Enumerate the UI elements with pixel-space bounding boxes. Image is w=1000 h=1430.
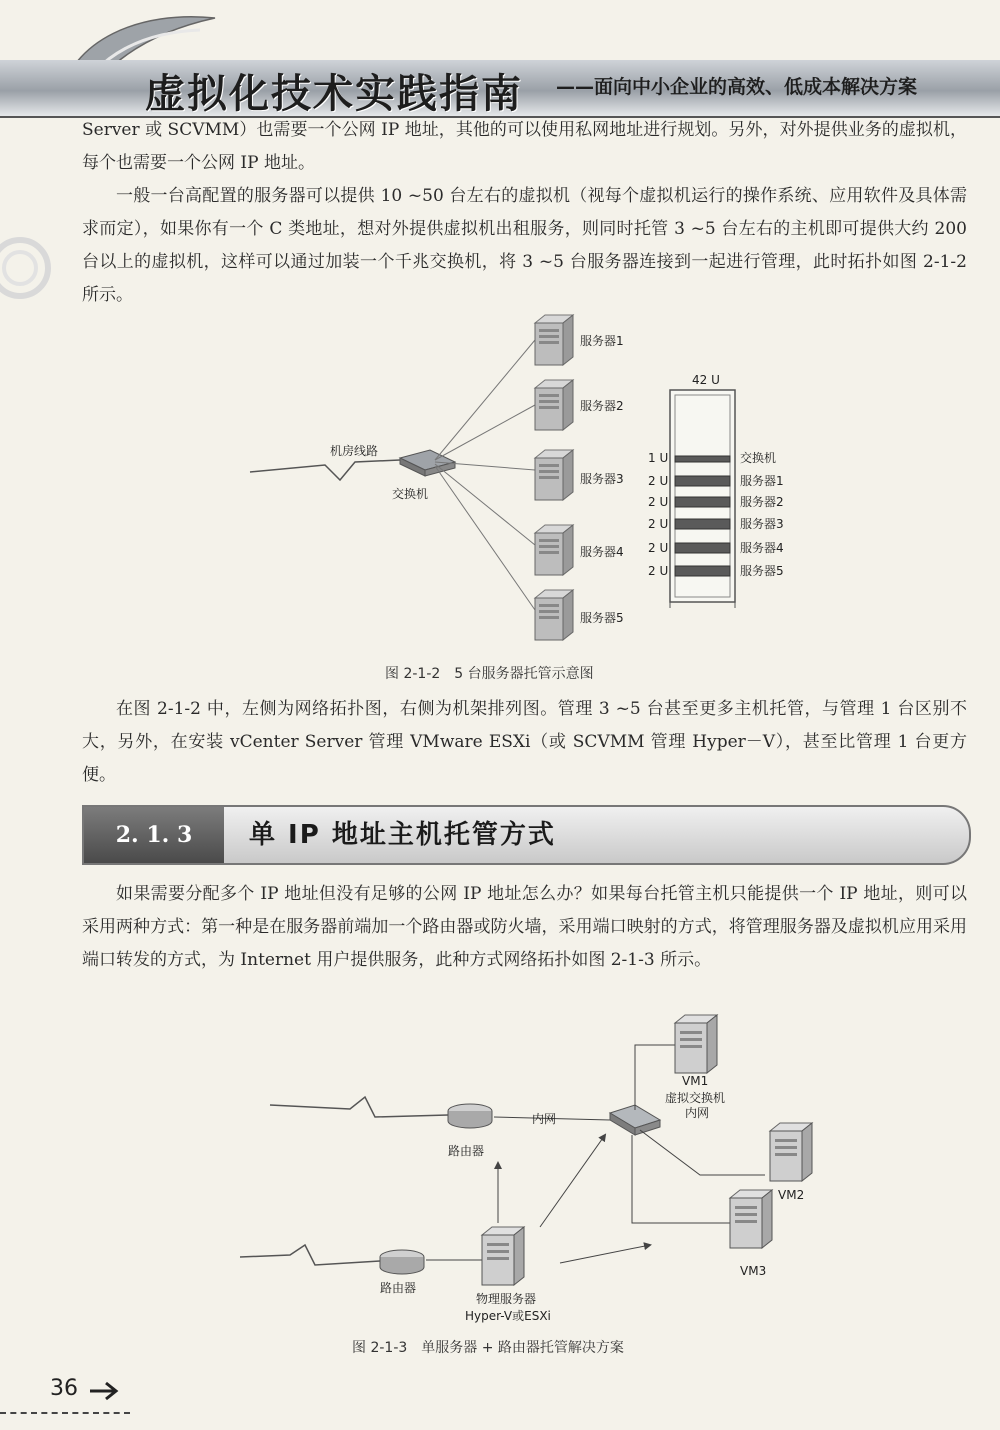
vm3-label: VM3 [740,1264,767,1278]
section-header [82,805,971,865]
server-label: 服务器2 [580,399,624,413]
rack-unit-name: 服务器5 [740,564,784,578]
rack-u-label: 2 U [648,474,669,488]
vm3-icon [730,1190,772,1248]
vswitch-sub-label: 内网 [685,1106,710,1120]
vm1-icon [675,1015,717,1073]
router-top-icon [448,1104,492,1128]
section-title: 单 IP 地址主机托管方式 [249,820,556,850]
rack-unit-name: 服务器4 [740,541,784,555]
vswitch-label: 虚拟交换机 [665,1091,726,1105]
line-connection [250,460,400,480]
line-label: 机房线路 [330,444,379,458]
physical-server-sub-label: Hyper-V或ESXi [465,1309,551,1323]
figure-2-1-2 [230,300,830,660]
server-1-icon [535,315,573,365]
section-number: 2. 1. 3 [84,807,224,863]
paragraph-2: 一般一台高配置的服务器可以提供 10 ~50 台左右的虚拟机（视每个虚拟机运行的操作系统、应用软件及具体需求而定），如果你有一个 C 类地址，想对外提供虚拟机出租服务，则同时托管 3 ~5 台左右的主机即可提供大约 200 台以上的虚拟机，这样可以通过加装一个千兆交换机，将 3 ~5 台服务器连接到一起进行管理，此时拓扑如图 2-1-2 所示。 [82,186,967,305]
page-number: 36 [50,1376,78,1401]
rack-unit [675,519,730,529]
arrow-right-icon [88,1380,122,1402]
router-bottom-icon [380,1250,424,1274]
vm1-label: VM1 [682,1074,709,1088]
lan-label: 内网 [532,1112,557,1126]
footer-divider [0,1412,130,1414]
rack-unit [675,497,730,507]
server-2-icon [535,380,573,430]
decorative-ring-icon [0,228,80,308]
physical-server-label: 物理服务器 [476,1292,537,1306]
rack-unit [675,476,730,486]
figure-caption: 图 2-1-3 单服务器 + 路由器托管解决方案 [352,1340,624,1356]
rack-label: 42 U [692,373,720,387]
server-3-icon [535,450,573,500]
rack-u-label: 2 U [648,541,669,555]
book-title: 虚拟化技术实践指南 [145,71,523,117]
server-4-icon [535,525,573,575]
paragraph-1: Server 或 SCVMM）也需要一个公网 IP 地址，其他的可以使用私网地址进行规划。另外，对外提供业务的虚拟机，每个也需要一个公网 IP 地址。 [82,120,967,173]
rack-unit [675,543,730,553]
line-connection [240,1245,380,1265]
vm2-icon [770,1123,812,1181]
rack-unit-name: 服务器2 [740,495,784,509]
rack-unit-name: 交换机 [740,451,777,465]
server-label: 服务器4 [580,545,624,559]
server-label: 服务器3 [580,472,624,486]
rack-unit-name: 服务器3 [740,517,784,531]
rack-unit [675,566,730,576]
physical-server-icon [482,1227,524,1285]
server-label: 服务器1 [580,334,624,348]
book-subtitle: ——面向中小企业的高效、低成本解决方案 [556,76,918,98]
rack-unit [675,456,730,462]
line-connection [270,1097,448,1117]
router-top-label: 路由器 [448,1144,485,1158]
server-label: 服务器5 [580,611,624,625]
paragraph-3: 在图 2-1-2 中，左侧为网络拓扑图，右侧为机架排列图。管理 3 ~5 台甚至更多主机托管，与管理 1 台区别不大，另外，在安装 vCenter Server 管理 VMware ESXi（或 SCVMM 管理 Hyper－V），甚至比管理 1 台更方便。 [82,699,967,785]
rack-unit-name: 服务器1 [740,474,784,488]
router-bottom-label: 路由器 [380,1281,417,1295]
server-5-icon [535,590,573,640]
figure-caption: 图 2-1-2 5 台服务器托管示意图 [385,666,594,682]
vm2-label: VM2 [778,1188,805,1202]
page-header [0,0,1000,120]
rack-u-label: 2 U [648,517,669,531]
rack-u-label: 2 U [648,564,669,578]
rack-u-label: 2 U [648,495,669,509]
figure-2-1-3 [230,1005,830,1335]
rack-u-label: 1 U [648,451,669,465]
paragraph-4: 如果需要分配多个 IP 地址但没有足够的公网 IP 地址怎么办？如果每台托管主机只能提供一个 IP 地址，则可以采用两种方式：第一种是在服务器前端加一个路由器或防火墙，采用端口映射的方式，将管理服务器及虚拟机应用采用端口转发的方式，为 Internet 用户提供服务，此种方式网络拓扑如图 2-1-3 所示。 [82,884,967,970]
switch-label: 交换机 [392,487,429,501]
